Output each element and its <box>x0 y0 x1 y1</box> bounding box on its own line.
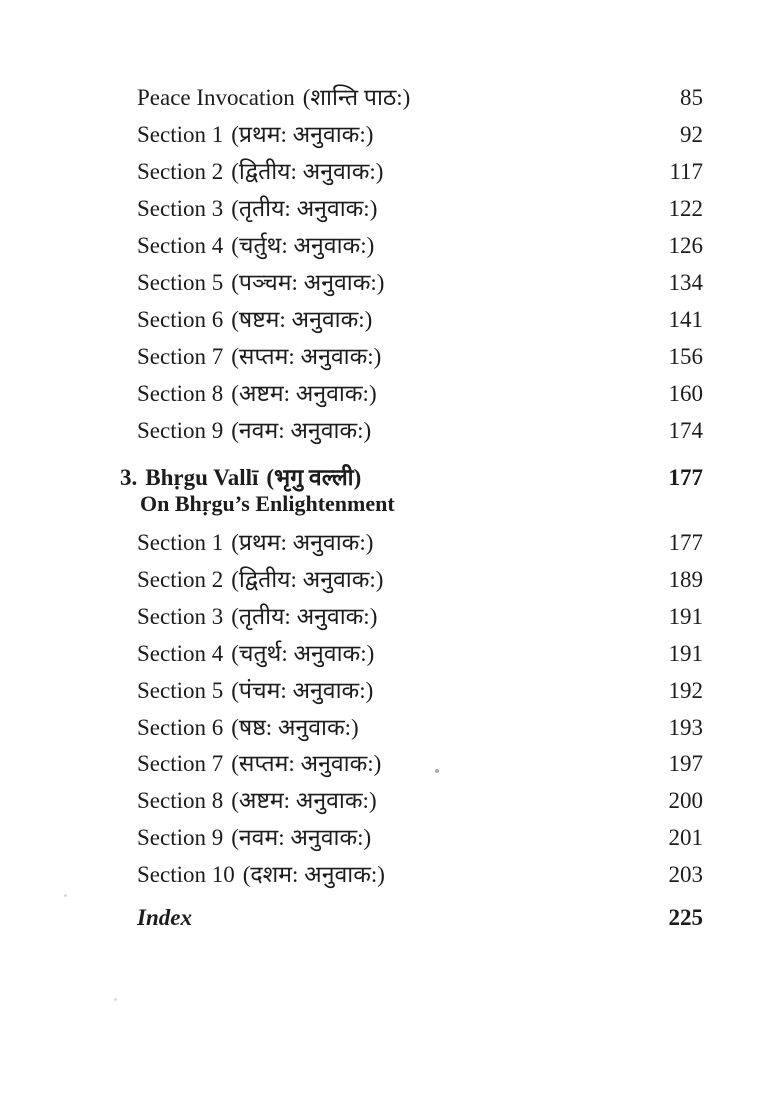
entry-label <box>137 343 381 371</box>
entry-label <box>137 121 373 149</box>
index-label: Index <box>137 905 192 930</box>
chapter-number: 3. <box>120 465 138 490</box>
page-number: 191 <box>668 604 703 629</box>
entry-label-en: Section 2 <box>137 159 224 184</box>
entry-label-devanagari: (नवम: अनुवाक:) <box>231 418 372 443</box>
chapter-heading <box>120 464 703 492</box>
toc-entry <box>137 232 703 260</box>
entry-label-en: Section 7 <box>137 344 224 369</box>
entry-label-devanagari: (अष्टम: अनुवाक:) <box>231 788 377 813</box>
entry-label-devanagari: (शान्ति पाठ:) <box>302 85 411 110</box>
entry-label <box>137 529 373 557</box>
entry-label-en: Section 5 <box>137 270 224 295</box>
entry-label <box>137 750 381 778</box>
entry-label-en: Section 10 <box>137 862 235 887</box>
page-number: 189 <box>668 567 703 592</box>
toc-entry <box>137 269 703 297</box>
entry-label <box>137 269 384 297</box>
scan-speck <box>114 998 117 1001</box>
entry-label-en: Section 8 <box>137 381 224 406</box>
chapter-title: Bhṛgu Vallī <box>145 465 259 490</box>
toc-entry <box>137 640 703 668</box>
page-number: 85 <box>680 85 703 110</box>
page-number: 191 <box>668 641 703 666</box>
entry-label <box>137 417 371 445</box>
toc-entry <box>137 380 703 408</box>
entry-label <box>137 158 383 186</box>
entry-label-en: Section 9 <box>137 418 224 443</box>
scan-speck <box>64 894 67 897</box>
toc-entry <box>137 306 703 334</box>
entry-label <box>137 603 377 631</box>
page-number: 197 <box>668 751 703 776</box>
toc-entry <box>137 529 703 557</box>
chapter-title-devanagari: (भृगु वल्ली) <box>266 465 362 490</box>
page-number: 177 <box>668 530 703 555</box>
entry-label <box>137 677 373 705</box>
entry-label-en: Peace Invocation <box>137 85 295 110</box>
toc-entry <box>137 158 703 186</box>
page-number: 126 <box>668 233 703 258</box>
toc-entry <box>137 677 703 705</box>
entry-label-en: Section 8 <box>137 788 224 813</box>
entry-label-devanagari: (दशम: अनुवाक:) <box>242 862 385 887</box>
toc-entry <box>137 343 703 371</box>
page-number: 201 <box>668 825 703 850</box>
entry-label-en: Section 5 <box>137 678 224 703</box>
page-number: 141 <box>668 307 703 332</box>
toc-entry <box>137 714 703 742</box>
entry-label-devanagari: (द्वितीय: अनुवाक:) <box>231 567 384 592</box>
entry-label <box>137 640 374 668</box>
index-entry <box>137 904 703 932</box>
entry-label-devanagari: (षष्ठ: अनुवाक:) <box>231 715 359 740</box>
page-number: 174 <box>668 418 703 443</box>
entry-label <box>137 195 377 223</box>
chapter-subtitle: On Bhṛgu’s Enlightenment <box>140 491 395 516</box>
page-number: 160 <box>668 381 703 406</box>
entry-label-devanagari: (नवम: अनुवाक:) <box>231 825 372 850</box>
entry-label <box>137 787 377 815</box>
page-number: 177 <box>668 465 703 490</box>
entry-label-devanagari: (सप्तम: अनुवाक:) <box>231 344 382 369</box>
toc-entry <box>137 861 703 889</box>
entry-label-en: Section 4 <box>137 233 224 258</box>
page-number: 203 <box>668 862 703 887</box>
page-number: 193 <box>668 715 703 740</box>
entry-label-en: Section 1 <box>137 122 224 147</box>
toc-entry <box>137 84 703 112</box>
entry-label-devanagari: (प्रथम: अनुवाक:) <box>231 122 374 147</box>
entry-label-en: Section 3 <box>137 196 224 221</box>
toc-entry <box>137 195 703 223</box>
toc-entry <box>137 417 703 445</box>
entry-label <box>137 232 374 260</box>
entry-label-devanagari: (चतुर्थ: अनुवाक:) <box>231 641 375 666</box>
page-number: 156 <box>668 344 703 369</box>
entry-label-devanagari: (पंचम: अनुवाक:) <box>231 678 374 703</box>
entry-label-en: Section 2 <box>137 567 224 592</box>
entry-label-devanagari: (षष्टम: अनुवाक:) <box>231 307 373 332</box>
entry-label-en: Section 7 <box>137 751 224 776</box>
chapter-heading-label <box>120 464 361 492</box>
toc-entry <box>137 787 703 815</box>
page-number: 117 <box>669 159 703 184</box>
entry-label-devanagari: (प्रथम: अनुवाक:) <box>231 530 374 555</box>
entry-label-devanagari: (चर्तुथ: अनुवाक:) <box>231 233 375 258</box>
page-number: 122 <box>668 196 703 221</box>
page-number: 192 <box>668 678 703 703</box>
entry-label-en: Section 9 <box>137 825 224 850</box>
entry-label-en: Section 6 <box>137 307 224 332</box>
entry-label-en: Section 1 <box>137 530 224 555</box>
entry-label-devanagari: (अष्टम: अनुवाक:) <box>231 381 377 406</box>
page-number: 200 <box>668 788 703 813</box>
entry-label <box>137 380 377 408</box>
entry-label-devanagari: (पञ्चम: अनुवाक:) <box>231 270 385 295</box>
entry-label <box>137 714 359 742</box>
entry-label <box>137 306 372 334</box>
page-number: 92 <box>680 122 703 147</box>
entry-label-devanagari: (तृतीय: अनुवाक:) <box>231 604 378 629</box>
page-number: 225 <box>668 905 703 930</box>
scan-speck <box>435 769 439 773</box>
entry-label <box>137 84 410 112</box>
toc-entry <box>137 750 703 778</box>
entry-label-devanagari: (द्वितीय: अनुवाक:) <box>231 159 384 184</box>
entry-label-en: Section 3 <box>137 604 224 629</box>
page-number: 134 <box>668 270 703 295</box>
toc-entry <box>137 121 703 149</box>
toc-entry <box>137 603 703 631</box>
entry-label-devanagari: (तृतीय: अनुवाक:) <box>231 196 378 221</box>
entry-label <box>137 824 371 852</box>
entry-label <box>137 566 383 594</box>
entry-label <box>137 861 385 889</box>
entry-label-devanagari: (सप्तम: अनुवाक:) <box>231 751 382 776</box>
entry-label-en: Section 4 <box>137 641 224 666</box>
toc-entry <box>137 566 703 594</box>
toc-entry <box>137 824 703 852</box>
entry-label-en: Section 6 <box>137 715 224 740</box>
